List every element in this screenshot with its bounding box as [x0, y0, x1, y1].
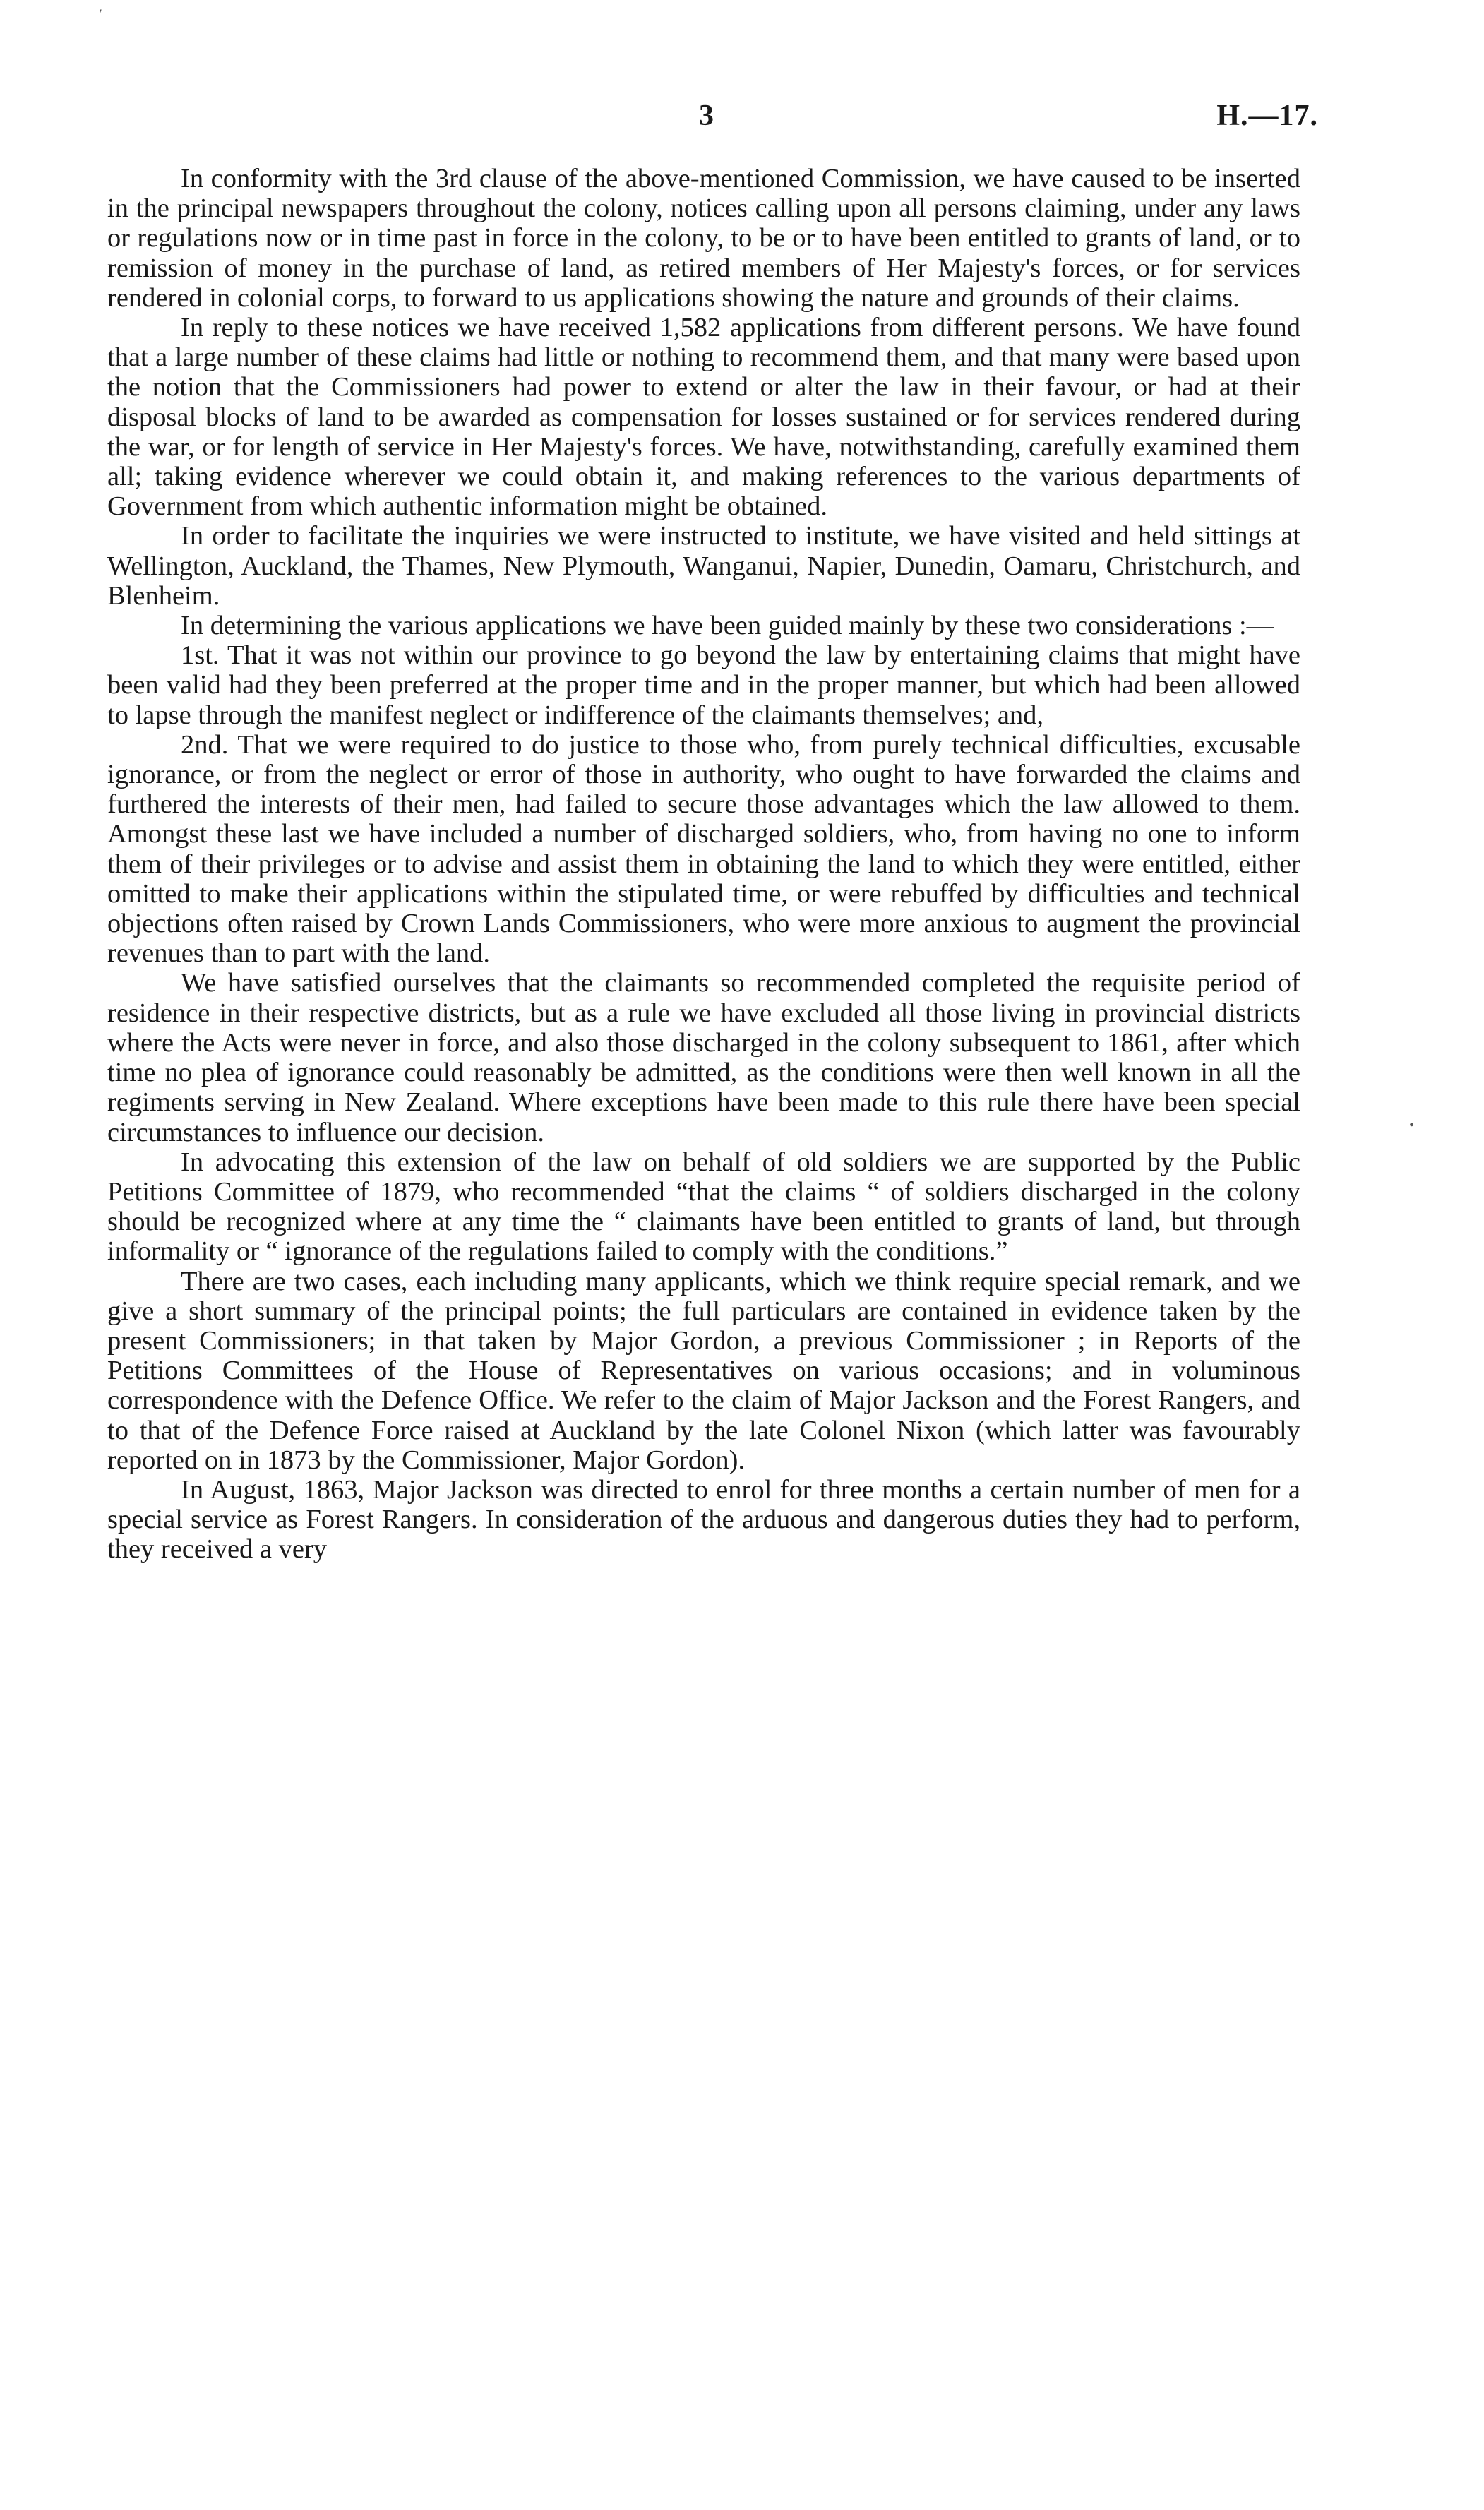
paragraph: We have satisfied ourselves that the claimants so recommended completed the requisite period of residence in their respective districts, but as a rule we have excluded all those living in provincial districts where the Acts were never in force, and also those discharged in the colony subsequent to 1861, after which time no plea of ignorance could reasonably be admitted, as the conditions were then well known in all the regiments serving in New Zealand. Where exceptions have been made to this rule there have been special circumstances to influence our decision. — [107, 968, 1300, 1147]
paragraph: In reply to these notices we have received 1,582 applications from different persons. We have found that a large number of these claims had little or nothing to recommend them, and that many were based upon the notion that the Commissioners had power to extend or alter the law in their favour, or had at their disposal blocks of land to be awarded as compensation for losses sustained or for services rendered during the war, or for length of service in Her Majesty's forces. We have, notwithstanding, carefully examined them all; taking evidence wherever we could obtain it, and making references to the various departments of Government from which authentic information might be obtained. — [107, 313, 1300, 522]
paragraph: In conformity with the 3rd clause of the above-mentioned Commission, we have caused to be inserted in the principal newspapers throughout the colony, notices calling upon all persons claiming, under any laws or regulations now or in time past in force in the colony, to be or to have been entitled to grants of land, or to remission of money in the purchase of land, as retired members of Her Majesty's forces, or for services rendered in colonial corps, to forward to us applications showing the nature and grounds of their claims. — [107, 164, 1300, 313]
scan-mark-top: ′ — [99, 6, 102, 23]
body-text — [107, 164, 1300, 1565]
paragraph: In order to facilitate the inquiries we were instructed to institute, we have visited and held sittings at Wellington, Auckland, the Thames, New Plymouth, Wanganui, Napier, Dunedin, Oamaru, Christchurch, and Blenheim. — [107, 521, 1300, 611]
paragraph: In advocating this extension of the law on behalf of old soldiers we are supported by the Public Petitions Committee of 1879, who recommended “that the claims “ of soldiers discharged in the colony should be recognized where at any time the “ claimants have been entitled to grants of land, but through informality or “ ignorance of the regulations failed to comply with the conditions.” — [107, 1147, 1300, 1267]
paragraph: There are two cases, each including many applicants, which we think require special remark, and we give a short summary of the principal points; the full particulars are contained in evidence taken by the present Commissioners; in that taken by Major Gordon, a previous Commissioner ; in Reports of the Petitions Committees of the House of Representatives on various occasions; and in voluminous correspondence with the Defence Office. We refer to the claim of Major Jackson and the Forest Rangers, and to that of the Defence Force raised at Auckland by the late Colonel Nixon (which latter was favourably reported on in 1873 by the Commissioner, Major Gordon). — [107, 1266, 1300, 1475]
scan-dot-right: • — [1409, 1118, 1415, 1133]
document-reference: H.—17. — [1216, 100, 1318, 132]
paragraph: In August, 1863, Major Jackson was directed to enrol for three months a certain number of men for a special service as Forest Rangers. In consideration of the arduous and dangerous duties they had to perform, they received a very — [107, 1474, 1300, 1565]
page-number: 3 — [699, 100, 714, 132]
paragraph: 2nd. That we were required to do justice to those who, from purely technical difficulties, excusable ignorance, or from the neglect or error of those in authority, who ought to have forwarded the claims and furthered the interests of their men, had failed to secure those advantages which the law allowed to them. Amongst these last we have included a number of discharged soldiers, who, from having no one to inform them of their privileges or to advise and assist them in obtaining the land to which they were entitled, either omitted to make their applications within the stipulated time, or were rebuffed by difficulties and technical objections often raised by Crown Lands Commissioners, who were more anxious to augment the provincial revenues than to part with the land. — [107, 729, 1300, 969]
paragraph: 1st. That it was not within our province to go beyond the law by entertaining claims that might have been valid had they been preferred at the proper time and in the proper manner, but which had been allowed to lapse through the manifest neglect or indifference of the claimants themselves; and, — [107, 640, 1300, 730]
page-header — [0, 99, 1484, 141]
paragraph: In determining the various applications we have been guided mainly by these two considerations :— — [181, 611, 1274, 641]
